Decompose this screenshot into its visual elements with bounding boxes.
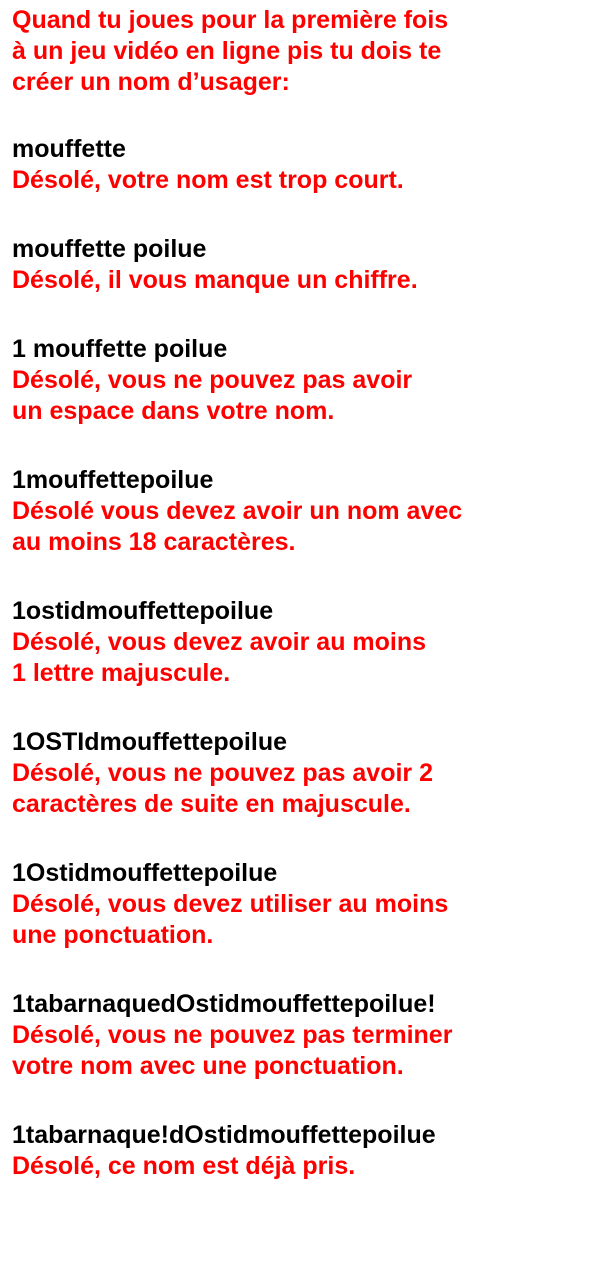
attempt-9 [12,1120,600,1182]
attempt-username: mouffette poilue [12,235,207,263]
meme-text-panel [12,5,600,1182]
attempt-username: mouffette [12,135,126,163]
attempt-5 [12,596,600,689]
attempt-7 [12,858,600,951]
attempt-error-message: Désolé, vous devez utiliser au moins une ponctuation. [12,890,449,949]
attempt-username: 1ostidmouffettepoilue [12,597,274,625]
attempt-8 [12,989,600,1082]
attempt-error-message: Désolé, ce nom est déjà pris. [12,1152,356,1180]
attempt-error-message: Désolé, vous ne pouvez pas terminer votre nom avec une ponctuation. [12,1021,453,1080]
attempt-error-message: Désolé, vous ne pouvez pas avoir 2 caractères de suite en majuscule. [12,759,433,818]
attempt-error-message: Désolé, il vous manque un chiffre. [12,266,418,294]
attempt-error-message: Désolé, vous ne pouvez pas avoir un espace dans votre nom. [12,366,413,425]
attempt-error-message: Désolé, votre nom est trop court. [12,166,404,194]
attempt-4 [12,465,600,558]
attempt-username: 1OSTIdmouffettepoilue [12,728,287,756]
attempt-3 [12,334,600,427]
attempt-username: 1tabarnaque!dOstidmouffettepoilue [12,1121,436,1149]
attempt-username: 1 mouffette poilue [12,335,228,363]
attempt-2 [12,234,600,296]
attempt-error-message: Désolé, vous devez avoir au moins 1 lettre majuscule. [12,628,427,687]
attempt-6 [12,727,600,820]
attempt-username: 1mouffettepoilue [12,466,214,494]
attempt-username: 1tabarnaquedOstidmouffettepoilue! [12,990,436,1018]
attempt-error-message: Désolé vous devez avoir un nom avec au moins 18 caractères. [12,497,463,556]
intro-caption: Quand tu joues pour la première fois à un jeu vidéo en ligne pis tu dois te créer un nom d’usager: [12,6,449,96]
attempt-1 [12,134,600,196]
attempt-username: 1Ostidmouffettepoilue [12,859,278,887]
